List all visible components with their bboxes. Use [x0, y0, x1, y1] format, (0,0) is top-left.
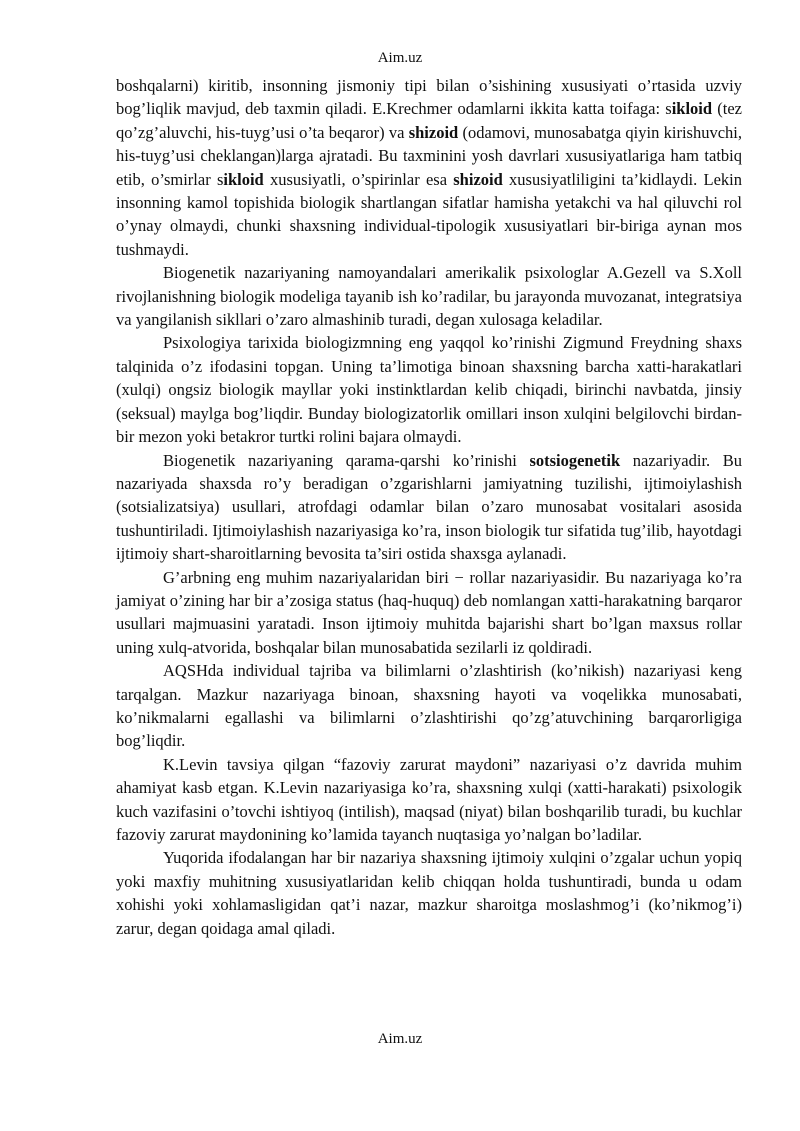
- paragraph-1-text-5: xususiyatliligini ta’kidlaydi. Lekin insonning kamol topishida biologik shartlangan sifatlar hamisha yetakchi va hal qiluvchi rol o’ynay olmaydi, chunki shaxsning individual-tipologik xususiyatlari bir-biriga aynan mos tushmaydi.: [116, 169, 742, 259]
- paragraph-4: [116, 449, 742, 566]
- paragraph-1-text-4: xususiyatli, o’spirinlar esa: [263, 169, 454, 189]
- term-sotsiogenetik: sotsiogenetik: [529, 450, 621, 470]
- paragraph-1-text-1: boshqalarni) kiritib, insonning jismoniy tipi bilan o’sishining xususiyati o’rtasida uzviy bog’liqlik mavjud, deb taxmin qiladi. E.Krechmer odamlarni ikkita katta toifaga: s: [116, 76, 742, 119]
- term-shizoid-1: shizoid: [408, 122, 459, 142]
- paragraph-5: G’arbning eng muhim nazariyalaridan biri − rollar nazariyasidir. Bu nazariyaga ko’ra jamiyat o’zining har bir a’zosiga status (haq-huquq) deb nomlangan xatti-harakatning barqaror usullari majmuasini yaratadi. Inson ijtimoiy muhitda bajarishi shart bo’lgan maxsus rollar uning xulq-atvorida, boshqalar bilan munosabatida sezilarli iz qoldiradi.: [116, 567, 742, 657]
- paragraph-8: Yuqorida ifodalangan har bir nazariya shaxsning ijtimoiy xulqini o’zgalar uchun yopiq yoki maxfiy muhitning xususiyatlaridan kelib chiqqan holda tushuntiradi, bunda u odam xohishi yoki xohlamasligidan qat’i nazar, mazkur sharoitga moslashmog’i (ko’nikmog’i) zarur, degan qoidaga amal qiladi.: [116, 848, 742, 938]
- paragraph-1: [116, 74, 742, 261]
- term-shizoid-2: shizoid: [453, 169, 503, 189]
- page-header: Aim.uz: [377, 50, 423, 66]
- paragraph-1-text-2: (tez qo’zg’aluvchi, his-tuyg’usi o’ta beqaror) va: [116, 99, 742, 142]
- paragraph-4-text-2: nazariyadir. Bu nazariyada shaxsda ro’y beradigan o’zgarishlarni jamiyatning tuzilishi, ijtimoiylashish (sotsializatsiya) usullari, atrofdagi odamlar bilan o’zaro munosabat vositalari asosida tushuntiriladi. Ijtimoiylashish nazariyasiga ko’ra, inson biologik tur sifatida tug’ilib, hayotdagi ijtimoiy shart-sharoitlarning bevosita ta’siri ostida shaxsga aylanadi.: [116, 450, 742, 564]
- page-footer: Aim.uz: [377, 1031, 423, 1047]
- term-sikloid-1: ikloid: [671, 99, 713, 119]
- paragraph-1-text-3: (odamovi, munosabatga qiyin kirishuvchi, his-tuyg’usi cheklangan)larga ajratadi. Bu taxminini yosh davrlari xususiyatlariga ham tatbiq etib, o’smirlar s: [116, 122, 742, 189]
- term-sikloid-2: ikloid: [223, 169, 264, 189]
- paragraph-6: AQSHda individual tajriba va bilimlarni o’zlashtirish (ko’nikish) nazariyasi keng tarqalgan. Mazkur nazariyaga binoan, shaxsning hayoti va voqelikka munosabati, ko’nikmalarni egallashi va bilimlarni o’zlashtirishi qo’zg’atuvchining barqarorligiga bog’liqdir.: [116, 661, 742, 751]
- paragraph-3: Psixologiya tarixida biologizmning eng yaqqol ko’rinishi Zigmund Freydning shaxs talqinida o’z ifodasini topgan. Uning ta’limotiga binoan shaxsning barcha xatti-harakatlari (xulqi) ongsiz biologik mayllar yoki instinktlardan kelib chiqadi, birinchi navbatda, jinsiy (seksual) maylga bog’liqdir. Bunday biologizatorlik omillari inson xulqini belgilovchi birdan-bir mezon yoki betakror turtki rolini bajara olmaydi.: [116, 333, 742, 447]
- paragraph-2: Biogenetik nazariyaning namoyandalari amerikalik psixologlar A.Gezell va S.Xoll rivojlanishning biologik modeliga tayanib ish ko’radilar, bu jarayonda muvozanat, integratsiya va yangilanish sikllari o’zaro almashinib turadi, degan xulosaga keladilar.: [116, 263, 742, 330]
- paragraph-4-text-1: Biogenetik nazariyaning qarama-qarshi ko’rinishi: [163, 450, 530, 470]
- paragraph-7: K.Levin tavsiya qilgan “fazoviy zarurat maydoni” nazariyasi o’z davrida muhim ahamiyat kasb etgan. K.Levin nazariyasiga ko’ra, shaxsning xulqi (xatti-harakati) psixologik kuch vazifasini o’tovchi ishtiyoq (intilish), maqsad (niyat) bilan boshqarilib turadi, bu kuchlar fazoviy zarurat maydonining ko’lamida tayanch nuqtasiga yo’nalgan bo’ladilar.: [116, 754, 742, 844]
- body-text: [116, 74, 742, 940]
